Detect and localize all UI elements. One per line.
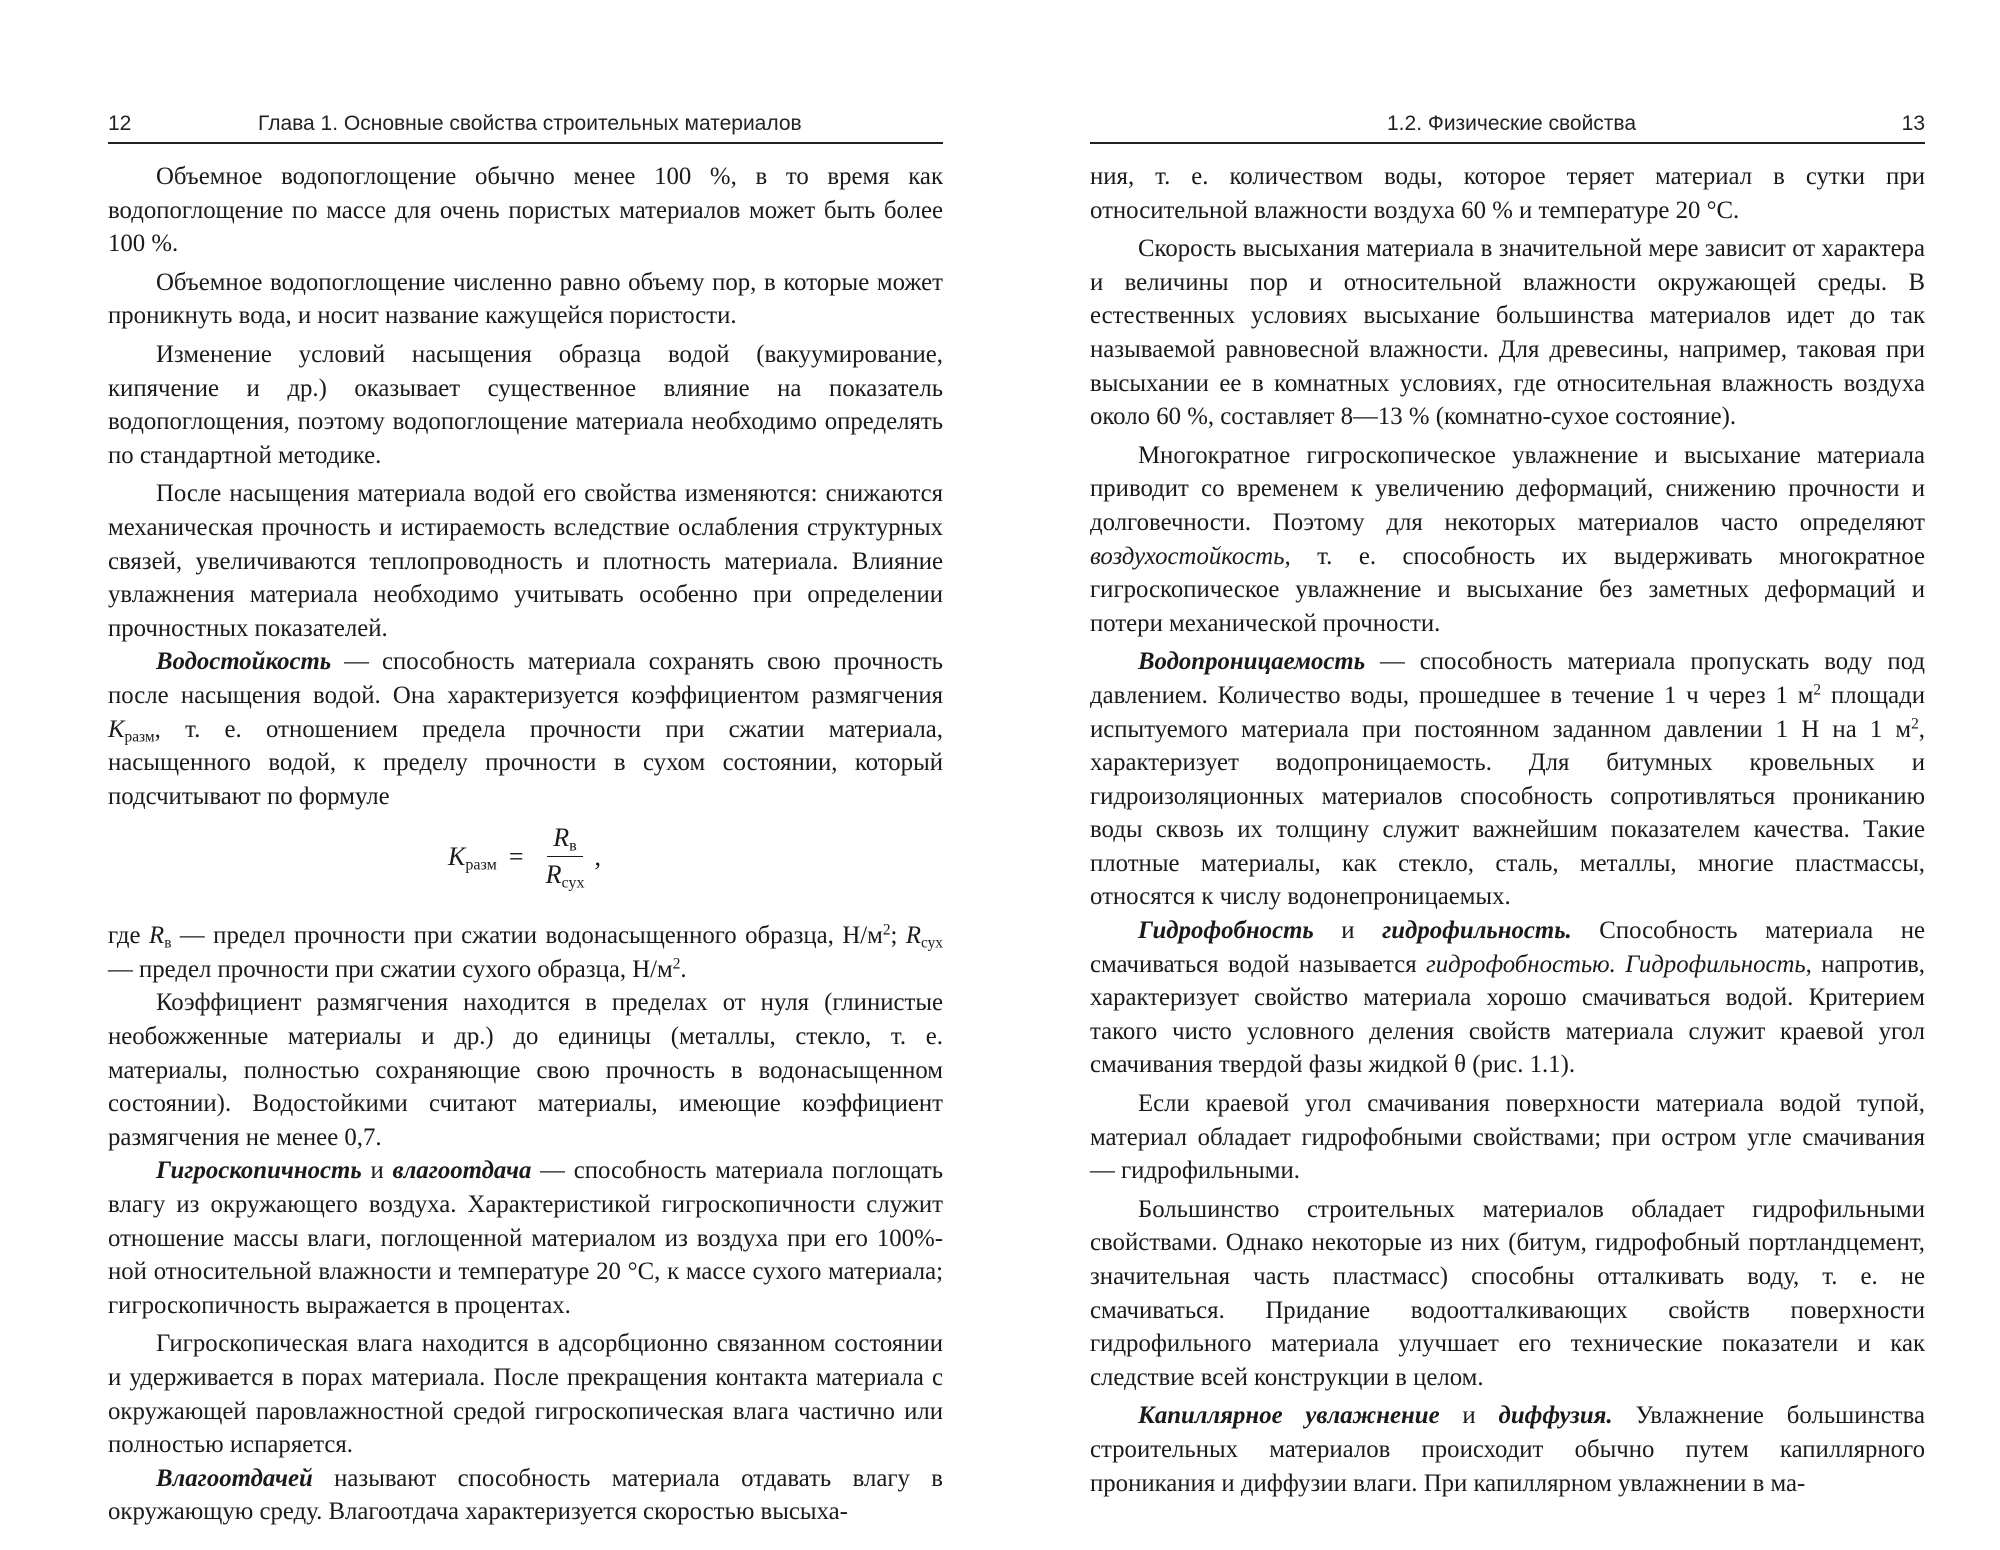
paragraph: Коэффициент размягчения находится в пределах от нуля (глинистые необожженные материалы и др.) до единицы (металлы, стекло, т. е. материалы, полностью сохраняющие свою прочность в водонасыщенном состоянии). Водостойкими считают материалы, имеющие коэффициент размягчения не менее 0,7. <box>108 989 943 1151</box>
term-diffusion: диффузия. <box>1498 1402 1613 1430</box>
paragraph: Изменение условий насыщения образца водой (вакуумирование, кипячение и др.) оказывает существенное влияние на показатель водопоглощения, поэтому водопоглощение материала необходимо определять по стандартной методике. <box>108 340 943 469</box>
paragraph-hygroscopicity: Гигроскопичность и влагоотдача — способность материала поглощать влагу из окружающего воздуха. Характеристикой гигроскопичности служит отношение массы влаги, поглощенной материалом из воздуха при его 100%-ной относительной влажности и температуре 20 °С, к массе сухого материала; гигроскопичность выражается в процентах. <box>108 1157 944 1319</box>
term-hydrophobicity: Гидрофобность <box>1138 917 1314 945</box>
term-moisture-release-def: Влагоотдачей <box>156 1464 313 1492</box>
paragraph: После насыщения материала водой его свойства изменяются: снижаются механическая прочность и истираемость вследствие ослабления структурных связей, увеличиваются теплопроводность и плотность материала. Влияние увлажнения материала необходимо учитывать особенно при определении прочностных показателей. <box>108 480 943 642</box>
paragraph-air-resistance: Многократное гигроскопическое увлажнение и высыхание материала приводит со временем к увеличению деформаций, снижению прочности и долговечности. Поэтому для некоторых материалов часто определяют воздухостойкость, т. е. способность их выдерживать многократное гигроскопическое увлажнение и высыхание без заметных деформаций и потери механической прочности. <box>1090 441 1925 637</box>
right-running-head <box>1090 108 1925 144</box>
term-hydrophilicity: гидрофильность. <box>1382 917 1572 945</box>
paragraph-hydrophobicity: Гидрофобность и гидрофильность. Способность материала не смачиваться водой называется гидрофобностью. Гидрофильность, напротив, характеризует свойство материала хорошо смачиваться водой. Критерием такого чисто условного деления свойств материала служит краевой угол смачивания твердой фазы жидкой θ (рис. 1.1). <box>1090 917 1925 1079</box>
softening-coefficient-formula: $K_{разм}$ = $\frac{R_в}{R_{сух}}$ , <box>448 823 602 892</box>
left-page-body <box>108 160 943 1529</box>
left-page <box>108 108 944 1526</box>
paragraph: Объемное водопоглощение обычно менее 100 %, в то время как водопоглощение по массе для очень пористых материалов может быть более 100 %. <box>108 163 943 258</box>
term-capillary-wetting: Капиллярное увлажнение <box>1138 1402 1440 1430</box>
right-page-body <box>1090 160 1925 1500</box>
paragraph: Большинство строительных материалов обладает гидрофильными свойствами. Однако некоторые из них (битум, гидрофобный портландцемент, значительная часть пластмасс) способны отталкивать воду, т. е. не смачиваться. Придание водоотталкивающих свойств поверхности гидрофильного материала улучшает его технические показатели и как следствие всей конструкции в целом. <box>1090 1195 1925 1391</box>
formula-legend: где $R_в$ — предел прочности при сжатии водонасыщенного образца, $Н/м^2$; $R_{сух}$ — предел прочности при сжатии сухого образца, $Н/м^2$. <box>108 921 943 983</box>
paragraph: ния, т. е. количеством воды, которое теряет материал в сутки при относительной влажности воздуха 60 % и температуре 20 °С. <box>1090 163 1925 224</box>
right-page <box>1090 108 1925 1508</box>
term-hygroscopicity: Гигроскопичность <box>156 1157 362 1185</box>
right-page-number: 13 <box>1901 112 1925 135</box>
formula-fraction: $\frac{R_в}{R_{сух}}$ <box>545 823 585 892</box>
term-water-resistance: Водостойкость <box>156 648 332 676</box>
paragraph: Если краевой угол смачивания поверхности материала водой тупой, материал обладает гидрофобными свойствами; при остром угле смачивания — гидрофильными. <box>1090 1090 1925 1185</box>
paragraph-capillary: Капиллярное увлажнение и диффузия. Увлажнение большинства строительных материалов происходит обычно путем капиллярного проникания и диффузии влаги. При капиллярном увлажнении в ма- <box>1090 1402 1925 1497</box>
left-page-number: 12 <box>108 112 132 135</box>
paragraph: Объемное водопоглощение численно равно объему пор, в которые может проникнуть вода, и носит название кажущейся пористости. <box>108 268 943 330</box>
term-moisture-release: влагоотдача <box>392 1157 532 1185</box>
term-water-permeability: Водопроницаемость <box>1138 648 1366 676</box>
left-running-head <box>108 108 943 144</box>
left-running-title: Глава 1. Основные свойства строительных материалов <box>258 112 802 135</box>
paragraph: Гигроскопическая влага находится в адсорбционно связанном состоянии и удерживается в порах материала. После прекращения контакта материала с окружающей паровлажностной средой гигроскопическая влага частично или полностью испаряется. <box>108 1330 943 1459</box>
paragraph-moisture-release: Влагоотдачей называют способность материала отдавать влагу в окружающую среду. Влагоотдача характеризуется скоростью высыха- <box>108 1464 943 1526</box>
right-running-title: 1.2. Физические свойства <box>1387 112 1637 135</box>
paragraph-water-permeability: Водопроницаемость — способность материала пропускать воду под давлением. Количество воды, прошедшее в течение 1 ч через 1 $м^2$ площади испытуемого материала при постоянном заданном давлении 1 Н на 1 $м^2$, характеризует водопроницаемость. Для битумных кровельных и гидроизоляционных материалов способность сопротивляться прониканию воды сквозь их толщину служит важнейшим показателем качества. Такие плотные материалы, как стекло, сталь, металлы, многие пластмассы, относятся к числу водонепроницаемых. <box>1090 648 1925 911</box>
term-air-resistance: воздухостойкость, <box>1090 542 1291 570</box>
paragraph-water-resistance: Водостойкость — способность материала сохранять свою прочность после насыщения водой. Она характеризуется коэффициентом размягчения $K_{разм}$, т. е. отношением предела прочности при сжатии материала, насыщенного водой, к пределу прочности в сухом состоянии, который подсчитывают по формуле <box>108 648 943 810</box>
paragraph: Скорость высыхания материала в значительной мере зависит от характера и величины пор и относительной влажности окружающей среды. В естественных условиях высыхание большинства материалов идет до так называемой равновесной влажности. Для древесины, например, таковая при высыхании ее в комнатных условиях, где относительная влажность воздуха около 60 %, составляет 8—13 % (комнатно-сухое состояние). <box>1090 235 1925 431</box>
